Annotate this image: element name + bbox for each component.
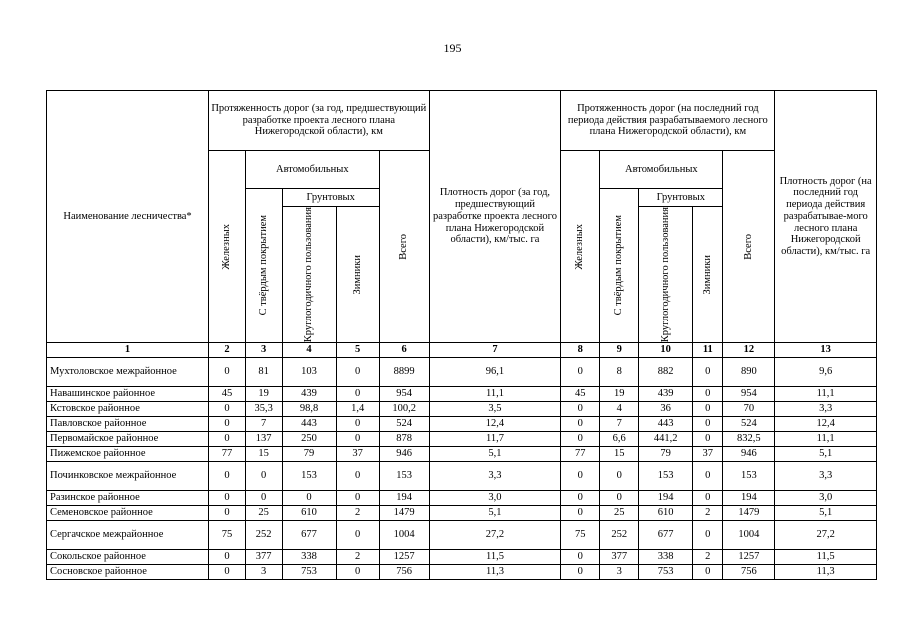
value-cell-c9: 8 (600, 358, 639, 387)
value-cell-c9: 377 (600, 550, 639, 565)
value-cell-c8: 0 (561, 565, 600, 580)
header-group-last: Протяженность дорог (на последний год периода действия разрабатываемого лесного плана Нижегородской области), км (561, 91, 775, 151)
value-cell-c12: 954 (723, 387, 775, 402)
value-cell-c12: 524 (723, 417, 775, 432)
header-hard-last: С твёрдым покрытием (600, 189, 639, 343)
header-density-last: Плотность дорог (на последний год периода действия разрабатывае-мого лесного плана Нижегородской области), км/тыс. га (775, 91, 877, 343)
header-group-prev: Протяженность дорог (за год, предшествующий разработке проекта лесного плана Нижегородской области), км (209, 91, 429, 151)
value-cell-c4: 153 (282, 462, 336, 491)
value-cell-c13: 11,3 (775, 565, 877, 580)
value-cell-c3: 252 (245, 521, 282, 550)
value-cell-c13: 11,1 (775, 432, 877, 447)
header-auto-prev: Автомобильных (245, 151, 379, 189)
forestry-name-cell: Пижемское районное (47, 447, 209, 462)
value-cell-c8: 45 (561, 387, 600, 402)
value-cell-c12: 946 (723, 447, 775, 462)
value-cell-c8: 0 (561, 491, 600, 506)
value-cell-c8: 0 (561, 417, 600, 432)
value-cell-c7: 5,1 (429, 506, 561, 521)
value-cell-c5: 0 (336, 387, 379, 402)
header-ground-last: Грунтовых (639, 189, 723, 207)
table-row (47, 402, 877, 417)
value-cell-c4: 443 (282, 417, 336, 432)
value-cell-c12: 70 (723, 402, 775, 417)
forestry-name-cell: Первомайское районное (47, 432, 209, 447)
value-cell-c6: 1257 (379, 550, 429, 565)
value-cell-c6: 100,2 (379, 402, 429, 417)
value-cell-c7: 11,7 (429, 432, 561, 447)
value-cell-c3: 19 (245, 387, 282, 402)
header-name: Наименование лесничества* (47, 91, 209, 343)
value-cell-c8: 0 (561, 402, 600, 417)
header-auto-last: Автомобильных (600, 151, 723, 189)
header-hard-prev: С твёрдым покрытием (245, 189, 282, 343)
value-cell-c2: 77 (209, 447, 246, 462)
value-cell-c12: 1004 (723, 521, 775, 550)
value-cell-c3: 81 (245, 358, 282, 387)
value-cell-c11: 0 (693, 358, 723, 387)
value-cell-c2: 0 (209, 432, 246, 447)
forestry-name-cell: Павловское районное (47, 417, 209, 432)
value-cell-c11: 0 (693, 491, 723, 506)
value-cell-c2: 0 (209, 402, 246, 417)
table-row (47, 491, 877, 506)
value-cell-c7: 3,0 (429, 491, 561, 506)
header-rail-prev: Железных (209, 151, 246, 343)
value-cell-c6: 1004 (379, 521, 429, 550)
value-cell-c6: 878 (379, 432, 429, 447)
value-cell-c6: 194 (379, 491, 429, 506)
value-cell-c12: 890 (723, 358, 775, 387)
table-row (47, 521, 877, 550)
value-cell-c9: 7 (600, 417, 639, 432)
value-cell-c5: 0 (336, 432, 379, 447)
forestry-name-cell: Сосновское районное (47, 565, 209, 580)
value-cell-c11: 2 (693, 506, 723, 521)
value-cell-c5: 0 (336, 491, 379, 506)
value-cell-c3: 0 (245, 491, 282, 506)
column-number: 11 (693, 343, 723, 358)
forestry-name-cell: Сергачское межрайонное (47, 521, 209, 550)
value-cell-c10: 439 (639, 387, 693, 402)
value-cell-c10: 441,2 (639, 432, 693, 447)
column-number: 4 (282, 343, 336, 358)
header-total-prev: Всего (379, 151, 429, 343)
value-cell-c5: 0 (336, 462, 379, 491)
value-cell-c12: 1479 (723, 506, 775, 521)
value-cell-c9: 4 (600, 402, 639, 417)
value-cell-c4: 98,8 (282, 402, 336, 417)
value-cell-c3: 3 (245, 565, 282, 580)
value-cell-c9: 0 (600, 462, 639, 491)
value-cell-c10: 443 (639, 417, 693, 432)
value-cell-c5: 2 (336, 550, 379, 565)
value-cell-c3: 25 (245, 506, 282, 521)
value-cell-c3: 35,3 (245, 402, 282, 417)
value-cell-c7: 27,2 (429, 521, 561, 550)
value-cell-c6: 954 (379, 387, 429, 402)
value-cell-c7: 3,5 (429, 402, 561, 417)
header-allyear-prev: Круглогодичного пользования (282, 207, 336, 343)
value-cell-c5: 0 (336, 521, 379, 550)
value-cell-c13: 3,3 (775, 462, 877, 491)
value-cell-c11: 37 (693, 447, 723, 462)
page-number: 195 (443, 41, 462, 55)
value-cell-c13: 5,1 (775, 506, 877, 521)
value-cell-c12: 194 (723, 491, 775, 506)
value-cell-c4: 250 (282, 432, 336, 447)
value-cell-c4: 439 (282, 387, 336, 402)
value-cell-c9: 15 (600, 447, 639, 462)
value-cell-c5: 0 (336, 358, 379, 387)
value-cell-c7: 5,1 (429, 447, 561, 462)
table-row (47, 432, 877, 447)
value-cell-c11: 0 (693, 387, 723, 402)
value-cell-c4: 677 (282, 521, 336, 550)
column-number: 5 (336, 343, 379, 358)
value-cell-c11: 0 (693, 521, 723, 550)
value-cell-c13: 11,5 (775, 550, 877, 565)
header-total-last: Всего (723, 151, 775, 343)
value-cell-c8: 75 (561, 521, 600, 550)
table-row (47, 387, 877, 402)
value-cell-c9: 6,6 (600, 432, 639, 447)
forestry-name-cell: Кстовское районное (47, 402, 209, 417)
table-row (47, 550, 877, 565)
value-cell-c2: 75 (209, 521, 246, 550)
forestry-name-cell: Навашинское районное (47, 387, 209, 402)
value-cell-c2: 0 (209, 565, 246, 580)
value-cell-c5: 37 (336, 447, 379, 462)
column-number-row (47, 343, 877, 358)
value-cell-c10: 882 (639, 358, 693, 387)
header-rail-last: Железных (561, 151, 600, 343)
forestry-name-cell: Сокольское районное (47, 550, 209, 565)
roads-table (46, 90, 877, 580)
column-number: 8 (561, 343, 600, 358)
value-cell-c3: 0 (245, 462, 282, 491)
value-cell-c9: 252 (600, 521, 639, 550)
value-cell-c11: 0 (693, 402, 723, 417)
value-cell-c4: 103 (282, 358, 336, 387)
value-cell-c8: 0 (561, 462, 600, 491)
column-number: 6 (379, 343, 429, 358)
header-ground-prev: Грунтовых (282, 189, 379, 207)
value-cell-c10: 153 (639, 462, 693, 491)
forestry-name-cell: Разинское районное (47, 491, 209, 506)
value-cell-c11: 2 (693, 550, 723, 565)
value-cell-c7: 11,5 (429, 550, 561, 565)
table-row (47, 565, 877, 580)
value-cell-c13: 3,0 (775, 491, 877, 506)
value-cell-c4: 753 (282, 565, 336, 580)
value-cell-c12: 153 (723, 462, 775, 491)
column-number: 2 (209, 343, 246, 358)
value-cell-c6: 8899 (379, 358, 429, 387)
value-cell-c10: 36 (639, 402, 693, 417)
value-cell-c3: 7 (245, 417, 282, 432)
forestry-name-cell: Мухтоловское межрайонное (47, 358, 209, 387)
value-cell-c7: 11,3 (429, 565, 561, 580)
table-row (47, 506, 877, 521)
value-cell-c6: 1479 (379, 506, 429, 521)
value-cell-c11: 0 (693, 417, 723, 432)
value-cell-c10: 79 (639, 447, 693, 462)
value-cell-c2: 0 (209, 506, 246, 521)
value-cell-c7: 11,1 (429, 387, 561, 402)
value-cell-c12: 1257 (723, 550, 775, 565)
header-allyear-last: Круглогодичного пользования (639, 207, 693, 343)
forestry-name-cell: Семеновское районное (47, 506, 209, 521)
value-cell-c13: 11,1 (775, 387, 877, 402)
column-number: 9 (600, 343, 639, 358)
value-cell-c6: 153 (379, 462, 429, 491)
value-cell-c12: 832,5 (723, 432, 775, 447)
value-cell-c13: 3,3 (775, 402, 877, 417)
value-cell-c2: 0 (209, 550, 246, 565)
value-cell-c8: 0 (561, 358, 600, 387)
value-cell-c5: 1,4 (336, 402, 379, 417)
value-cell-c6: 524 (379, 417, 429, 432)
column-number: 13 (775, 343, 877, 358)
value-cell-c11: 0 (693, 565, 723, 580)
value-cell-c8: 0 (561, 432, 600, 447)
value-cell-c4: 338 (282, 550, 336, 565)
value-cell-c5: 0 (336, 565, 379, 580)
value-cell-c13: 9,6 (775, 358, 877, 387)
value-cell-c10: 194 (639, 491, 693, 506)
table-row (47, 462, 877, 491)
value-cell-c7: 3,3 (429, 462, 561, 491)
value-cell-c4: 0 (282, 491, 336, 506)
value-cell-c13: 12,4 (775, 417, 877, 432)
header-density-prev: Плотность дорог (за год, предшествующий разработке проекта лесного плана Нижегородской области), км/тыс. га (429, 91, 561, 343)
column-number: 10 (639, 343, 693, 358)
value-cell-c8: 0 (561, 550, 600, 565)
value-cell-c10: 677 (639, 521, 693, 550)
value-cell-c7: 96,1 (429, 358, 561, 387)
value-cell-c4: 79 (282, 447, 336, 462)
value-cell-c2: 0 (209, 462, 246, 491)
column-number: 3 (245, 343, 282, 358)
value-cell-c7: 12,4 (429, 417, 561, 432)
column-number: 1 (47, 343, 209, 358)
value-cell-c9: 3 (600, 565, 639, 580)
value-cell-c13: 27,2 (775, 521, 877, 550)
value-cell-c4: 610 (282, 506, 336, 521)
forestry-name-cell: Починковское межрайонное (47, 462, 209, 491)
value-cell-c12: 756 (723, 565, 775, 580)
value-cell-c13: 5,1 (775, 447, 877, 462)
value-cell-c3: 377 (245, 550, 282, 565)
header-winter-prev: Зимники (336, 207, 379, 343)
value-cell-c2: 0 (209, 358, 246, 387)
header-winter-last: Зимники (693, 207, 723, 343)
value-cell-c10: 610 (639, 506, 693, 521)
value-cell-c2: 0 (209, 417, 246, 432)
value-cell-c3: 15 (245, 447, 282, 462)
value-cell-c6: 946 (379, 447, 429, 462)
value-cell-c11: 0 (693, 462, 723, 491)
value-cell-c8: 77 (561, 447, 600, 462)
value-cell-c9: 25 (600, 506, 639, 521)
table-row (47, 447, 877, 462)
value-cell-c8: 0 (561, 506, 600, 521)
column-number: 12 (723, 343, 775, 358)
value-cell-c6: 756 (379, 565, 429, 580)
value-cell-c5: 2 (336, 506, 379, 521)
value-cell-c9: 19 (600, 387, 639, 402)
value-cell-c2: 0 (209, 491, 246, 506)
table-row (47, 358, 877, 387)
value-cell-c3: 137 (245, 432, 282, 447)
table-row (47, 417, 877, 432)
value-cell-c5: 0 (336, 417, 379, 432)
column-number: 7 (429, 343, 561, 358)
value-cell-c9: 0 (600, 491, 639, 506)
value-cell-c10: 338 (639, 550, 693, 565)
value-cell-c2: 45 (209, 387, 246, 402)
value-cell-c11: 0 (693, 432, 723, 447)
value-cell-c10: 753 (639, 565, 693, 580)
